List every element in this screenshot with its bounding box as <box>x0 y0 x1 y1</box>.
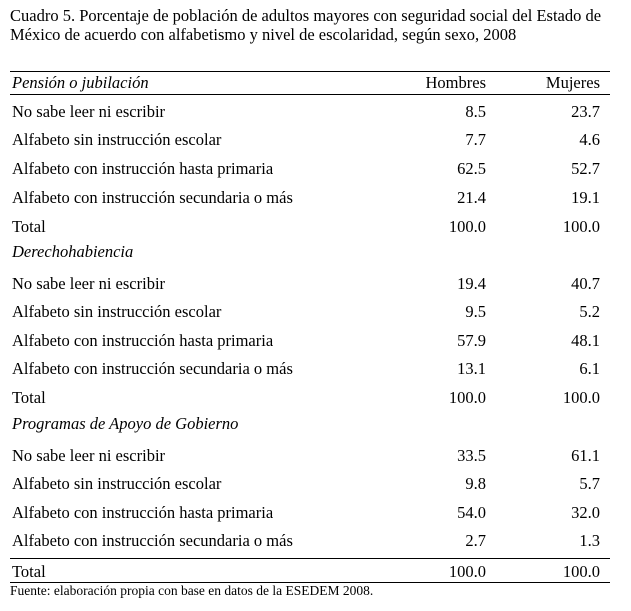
row-label: No sabe leer ni escribir <box>12 102 166 121</box>
hombres-value: 13.1 <box>457 359 486 378</box>
section-title: Programas de Apoyo de Gobierno <box>12 414 239 433</box>
row-label: Alfabeto sin instrucción escolar <box>12 130 222 149</box>
hombres-value: 54.0 <box>457 503 486 522</box>
table-row <box>10 473 610 495</box>
hombres-value: 2.7 <box>465 531 486 550</box>
section-header-programas <box>10 413 610 435</box>
row-label: Total <box>12 217 46 236</box>
hombres-value: 19.4 <box>457 274 486 293</box>
hombres-value: 100.0 <box>448 562 486 581</box>
row-label: Alfabeto con instrucción secundaria o más <box>12 188 293 207</box>
row-label: Total <box>12 562 46 581</box>
table-row <box>10 530 610 552</box>
mujeres-value: 100.0 <box>562 562 600 581</box>
total-row <box>10 561 610 583</box>
table-row <box>10 301 610 323</box>
mujeres-value: 23.7 <box>571 102 600 121</box>
mujeres-value: 61.1 <box>571 446 600 465</box>
mujeres-value: 6.1 <box>579 359 600 378</box>
hombres-value: 21.4 <box>457 188 486 207</box>
table-row <box>10 273 610 295</box>
section-title: Pensión o jubilación <box>12 73 149 92</box>
hombres-value: 100.0 <box>448 217 486 236</box>
mujeres-value: 52.7 <box>571 159 600 178</box>
table-row <box>10 129 610 151</box>
row-label: Alfabeto sin instrucción escolar <box>12 302 222 321</box>
hombres-value: 62.5 <box>457 159 486 178</box>
row-label: Alfabeto con instrucción hasta primaria <box>12 503 274 522</box>
hombres-value: 57.9 <box>457 331 486 350</box>
row-label: No sabe leer ni escribir <box>12 446 166 465</box>
row-label: No sabe leer ni escribir <box>12 274 166 293</box>
column-header-mujeres: Mujeres <box>545 73 600 92</box>
hombres-value: 33.5 <box>457 446 486 465</box>
mujeres-value: 5.2 <box>579 302 600 321</box>
row-label: Alfabeto con instrucción hasta primaria <box>12 331 274 350</box>
row-label: Total <box>12 388 46 407</box>
row-label: Alfabeto con instrucción secundaria o más <box>12 359 293 378</box>
mujeres-value: 1.3 <box>579 531 600 550</box>
mujeres-value: 100.0 <box>562 217 600 236</box>
table-row <box>10 502 610 524</box>
row-label: Alfabeto con instrucción secundaria o más <box>12 531 293 550</box>
table-row <box>10 101 610 123</box>
table-row <box>10 358 610 380</box>
column-header-hombres: Hombres <box>425 73 486 92</box>
table-row <box>10 445 610 467</box>
row-label: Alfabeto con instrucción hasta primaria <box>12 159 274 178</box>
hombres-value: 100.0 <box>448 388 486 407</box>
table-row <box>10 330 610 352</box>
total-rule <box>10 558 610 559</box>
mujeres-value: 48.1 <box>571 331 600 350</box>
hombres-value: 8.5 <box>465 102 486 121</box>
row-label: Alfabeto sin instrucción escolar <box>12 474 222 493</box>
section-title: Derechohabiencia <box>12 242 134 261</box>
mujeres-value: 40.7 <box>571 274 600 293</box>
hombres-value: 7.7 <box>465 130 486 149</box>
hombres-value: 9.8 <box>465 474 486 493</box>
table-row <box>10 158 610 180</box>
mujeres-value: 32.0 <box>571 503 600 522</box>
hombres-value: 9.5 <box>465 302 486 321</box>
section-header-derechohabiencia <box>10 241 610 263</box>
mujeres-value: 19.1 <box>571 188 600 207</box>
mujeres-value: 4.6 <box>579 130 600 149</box>
section-header-pension <box>10 72 610 94</box>
table-caption: Cuadro 5. Porcentaje de población de adultos mayores con seguridad social del Estado de México de acuerdo con alfabetismo y nivel de escolaridad, según sexo, 2008 <box>10 6 602 44</box>
total-row <box>10 216 610 238</box>
mujeres-value: 5.7 <box>579 474 600 493</box>
total-row <box>10 387 610 409</box>
header-rule <box>10 94 610 95</box>
mujeres-value: 100.0 <box>562 388 600 407</box>
source-note: Fuente: elaboración propia con base en datos de la ESEDEM 2008. <box>10 583 374 598</box>
table-row <box>10 187 610 209</box>
